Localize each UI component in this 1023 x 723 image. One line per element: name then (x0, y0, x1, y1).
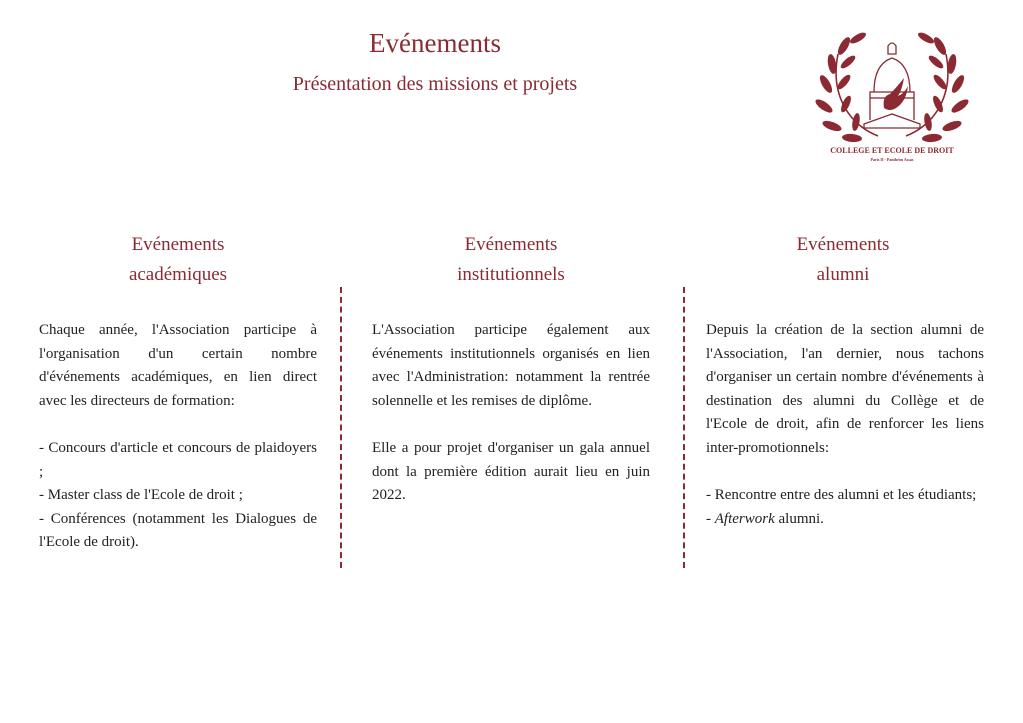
list-item: - Rencontre entre des alumni et les étudiants; (706, 487, 977, 504)
heading-line: Evénements (796, 234, 890, 255)
intro-paragraph: Depuis la création de la section alumni de l'Association, l'an dernier, nous tachons d'organiser un certain nombre d'événements à destination des alumni du Collège et de l'Ecole de droit, afin de renforcer les liens inter-promotionnels: (706, 322, 984, 456)
heading-line: alumni (816, 264, 870, 285)
heading-line: institutionnels (457, 264, 565, 285)
paragraph: L'Association participe également aux événements institutionnels organisés en lien avec l'Administration: notamment la rentrée solennelle et les remises de diplôme. (372, 322, 650, 409)
column-heading-alumni (743, 230, 943, 290)
intro-paragraph: Chaque année, l'Association participe à l'organisation d'un certain nombre d'événements académiques, en lien direct avec les directeurs de formation: (39, 322, 317, 409)
list-item: - Master class de l'Ecole de droit ; (39, 487, 243, 504)
list-item: - Conférences (notamment les Dialogues de l'Ecole de droit). (39, 510, 317, 551)
list-item: - Concours d'article et concours de plaidoyers ; (39, 439, 317, 480)
list-item (706, 508, 984, 532)
column-heading-academiques (78, 230, 278, 290)
item-suffix: alumni. (774, 510, 824, 527)
heading-line: Evénements (131, 234, 225, 255)
logo-tagline: Paris II - Panthéon Assas (870, 157, 914, 162)
item-prefix: - (706, 510, 715, 527)
page-subtitle: Présentation des missions et projets (292, 73, 578, 95)
logo-name: COLLEGE ET ECOLE DE DROIT (830, 146, 954, 155)
column-body-alumni (706, 319, 984, 531)
column-body-institutionnels (372, 319, 650, 508)
page-title: Evénements (369, 28, 501, 58)
paragraph: Elle a pour projet d'organiser un gala annuel dont la première édition aurait lieu en juin 2022. (372, 439, 650, 504)
column-body-academiques (39, 319, 317, 555)
heading-line: Evénements (464, 234, 558, 255)
dashed-divider (683, 287, 685, 568)
item-italic: Afterwork (714, 510, 775, 527)
dashed-divider (340, 287, 342, 568)
heading-line: académiques (128, 264, 228, 285)
column-heading-institutionnels (411, 230, 611, 290)
